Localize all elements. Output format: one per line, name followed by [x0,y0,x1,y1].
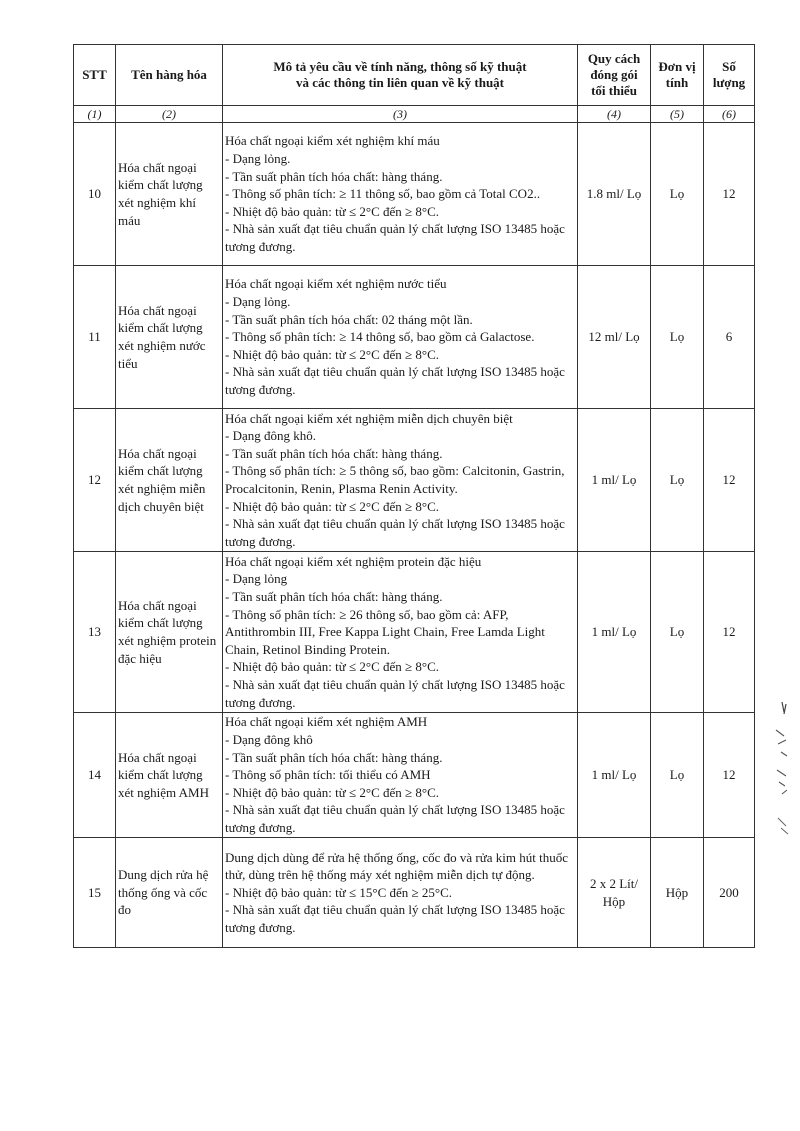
description-line: Hóa chất ngoại kiểm xét nghiệm khí máu [225,133,440,149]
description-line: - Thông số phân tích: ≥ 5 thông số, bao gồm: Calcitonin, Gastrin, Procalcitonin, Renin, Plasma Renin Activity. [225,463,565,496]
row-stt: 12 [74,409,116,552]
row-description [223,838,578,948]
table-row [74,123,755,266]
row-packaging: 1 ml/ Lọ [578,409,651,552]
margin-signature-marks [772,700,794,840]
description-line: - Nhà sản xuất đạt tiêu chuẩn quản lý chất lượng ISO 13485 hoặc tương đương. [225,676,565,710]
description-line: - Nhiệt độ bảo quản: từ ≤ 2°C đến ≥ 8°C. [225,346,440,362]
row-description [223,123,578,266]
row-quantity: 12 [704,552,755,713]
description-line: - Dạng đông khô [225,732,313,748]
row-packaging: 2 x 2 Lít/ Hộp [578,838,651,948]
row-item-name: Hóa chất ngoại kiểm chất lượng xét nghiệm AMH [116,713,223,838]
description-line: - Nhà sản xuất đạt tiêu chuẩn quản lý chất lượng ISO 13485 hoặc tương đương. [225,802,565,835]
header-quantity: Số lượng [704,45,755,106]
description-line: Hóa chất ngoại kiểm xét nghiệm nước tiểu [225,276,447,292]
table-row [74,713,755,838]
row-quantity: 12 [704,123,755,266]
row-item-name: Hóa chất ngoại kiểm chất lượng xét nghiệm khí máu [116,123,223,266]
description-line: - Nhiệt độ bảo quản: từ ≤ 2°C đến ≥ 8°C. [225,203,440,219]
column-number: (2) [116,106,223,123]
description-line: Hóa chất ngoại kiểm xét nghiệm AMH [225,714,428,730]
description-line: - Dạng lỏng [225,571,288,587]
row-stt: 13 [74,552,116,713]
column-number: (3) [223,106,578,123]
row-quantity: 12 [704,409,755,552]
description-line: - Tần suất phân tích hóa chất: hàng tháng. [225,168,443,184]
description-line: - Tần suất phân tích hóa chất: hàng tháng. [225,445,443,461]
row-item-name: Hóa chất ngoại kiểm chất lượng xét nghiệm protein đặc hiệu [116,552,223,713]
description-line: Dung dịch dùng để rửa hệ thống ống, cốc đo và rửa kim hút thuốc thử, dùng trên hệ thống máy xét nghiệm miễn dịch tự động. [225,849,568,883]
row-unit: Lọ [651,713,704,838]
description-line: - Nhiệt độ bảo quản: từ ≤ 2°C đến ≥ 8°C. [225,784,440,800]
description-line: - Dạng đông khô. [225,428,316,444]
header-name: Tên hàng hóa [116,45,223,106]
description-line: - Tần suất phân tích hóa chất: hàng tháng. [225,749,443,765]
row-unit: Hộp [651,838,704,948]
table-row [74,409,755,552]
row-item-name: Hóa chất ngoại kiểm chất lượng xét nghiệm nước tiểu [116,266,223,409]
row-quantity: 12 [704,713,755,838]
row-packaging: 1 ml/ Lọ [578,552,651,713]
row-description [223,552,578,713]
row-description [223,409,578,552]
column-number: (5) [651,106,704,123]
row-stt: 10 [74,123,116,266]
description-line: - Nhà sản xuất đạt tiêu chuẩn quản lý chất lượng ISO 13485 hoặc tương đương. [225,516,565,549]
description-line: - Thông số phân tích: tối thiểu có AMH [225,767,431,783]
description-line: Hóa chất ngoại kiểm xét nghiệm miễn dịch chuyên biệt [225,410,513,426]
description-line: Hóa chất ngoại kiểm xét nghiệm protein đặc hiệu [225,553,482,569]
description-line: - Nhà sản xuất đạt tiêu chuẩn quản lý chất lượng ISO 13485 hoặc tương đương. [225,364,565,397]
row-quantity: 200 [704,838,755,948]
table-row [74,838,755,948]
row-unit: Lọ [651,266,704,409]
row-item-name: Dung dịch rửa hệ thống ống và cốc đo [116,838,223,948]
description-line: - Nhiệt độ bảo quản: từ ≤ 15°C đến ≥ 25°C. [225,884,453,900]
row-unit: Lọ [651,123,704,266]
description-line: - Nhiệt độ bảo quản: từ ≤ 2°C đến ≥ 8°C. [225,498,440,514]
row-stt: 14 [74,713,116,838]
header-stt: STT [74,45,116,106]
description-line: - Nhà sản xuất đạt tiêu chuẩn quản lý chất lượng ISO 13485 hoặc tương đương. [225,902,565,935]
row-description [223,713,578,838]
description-line: - Tần suất phân tích hóa chất: 02 tháng một lần. [225,311,473,327]
header-row [74,45,755,106]
header-description: Mô tả yêu cầu về tính năng, thông số kỹ thuật và các thông tin liên quan về kỹ thuật [223,45,578,106]
column-number: (1) [74,106,116,123]
column-number: (6) [704,106,755,123]
spec-table [73,44,755,948]
description-line: - Dạng lỏng. [225,294,291,310]
description-line: - Thông số phân tích: ≥ 26 thông số, bao gồm cả: AFP, Antithrombin III, Free Kappa Light Chain, Free Lamda Light Chain, Retinol Binding Protein. [225,606,545,657]
row-quantity: 6 [704,266,755,409]
description-line: - Thông số phân tích: ≥ 14 thông số, bao gồm cả Galactose. [225,329,535,345]
table-row [74,552,755,713]
description-line: - Dạng lỏng. [225,151,291,167]
row-stt: 11 [74,266,116,409]
table-row [74,266,755,409]
description-line: - Nhiệt độ bảo quản: từ ≤ 2°C đến ≥ 8°C. [225,659,440,675]
row-item-name: Hóa chất ngoại kiểm chất lượng xét nghiệm miễn dịch chuyên biệt [116,409,223,552]
row-packaging: 1 ml/ Lọ [578,713,651,838]
row-description [223,266,578,409]
row-packaging: 12 ml/ Lọ [578,266,651,409]
header-packaging: Quy cách đóng gói tối thiểu [578,45,651,106]
row-packaging: 1.8 ml/ Lọ [578,123,651,266]
column-number: (4) [578,106,651,123]
description-line: - Nhà sản xuất đạt tiêu chuẩn quản lý chất lượng ISO 13485 hoặc tương đương. [225,221,565,254]
header-unit: Đơn vị tính [651,45,704,106]
row-stt: 15 [74,838,116,948]
column-number-row [74,106,755,123]
description-line: - Thông số phân tích: ≥ 11 thông số, bao gồm cả Total CO2.. [225,186,541,202]
description-line: - Tần suất phân tích hóa chất: hàng tháng. [225,589,443,605]
row-unit: Lọ [651,409,704,552]
row-unit: Lọ [651,552,704,713]
